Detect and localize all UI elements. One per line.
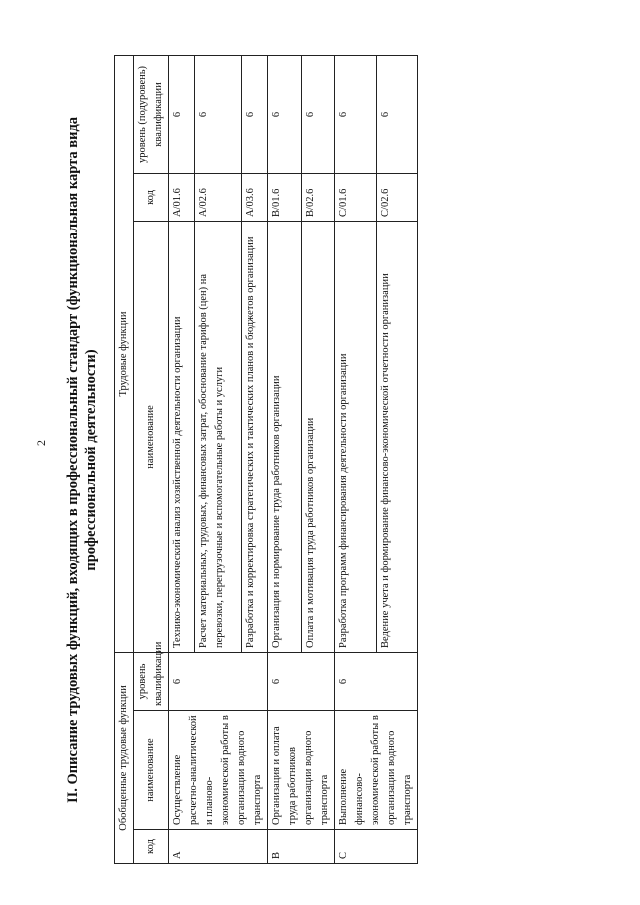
function-code: A/02.6 — [194, 173, 241, 221]
group-level: 6 — [335, 652, 418, 710]
lf-code-header: код — [134, 173, 169, 221]
function-level: 6 — [169, 55, 195, 173]
table-row — [268, 55, 302, 863]
function-code: C/02.6 — [376, 173, 418, 221]
function-code: B/02.6 — [301, 173, 335, 221]
group-name: Осуществление расчетно-аналитической и планово-экономической работы в организации водного транспорта — [169, 711, 268, 830]
function-name: Ведение учета и формирование финансово-экономической отчетности организации — [376, 221, 418, 652]
function-name: Разработка и корректировка стратегических и тактических планов и бюджетов организации — [242, 221, 268, 652]
function-code: C/01.6 — [335, 173, 377, 221]
group-name: Организация и оплата труда работников организации водного транспорта — [268, 711, 335, 830]
group-name: Выполнение финансово-экономической работы в организации водного транспорта — [335, 711, 418, 830]
function-level: 6 — [242, 55, 268, 173]
group-level: 6 — [268, 652, 335, 710]
function-code: A/03.6 — [242, 173, 268, 221]
header-row-1 — [115, 55, 134, 863]
function-name: Разработка программ финансирования деятельности организации — [335, 221, 377, 652]
function-name: Технико-экономический анализ хозяйственной деятельности организации — [169, 221, 195, 652]
function-level: 6 — [335, 55, 377, 173]
functional-map-table — [114, 55, 418, 864]
function-level: 6 — [194, 55, 241, 173]
table-row — [335, 55, 377, 863]
function-level: 6 — [301, 55, 335, 173]
function-name: Организация и нормирование труда работников организации — [268, 221, 302, 652]
function-code: A/01.6 — [169, 173, 195, 221]
function-level: 6 — [376, 55, 418, 173]
rotated-page-content — [64, 56, 580, 864]
section-heading — [64, 56, 100, 864]
group-level: 6 — [169, 652, 268, 710]
function-name: Расчет материальных, трудовых, финансовых затрат, обоснование тарифов (цен) на перевозки, перегрузочные и вспомогательные работы и услуги — [194, 221, 241, 652]
lf-name-header: наименование — [134, 221, 169, 652]
group-code: C — [335, 830, 418, 864]
function-code: B/01.6 — [268, 173, 302, 221]
name-header: наименование — [134, 711, 169, 830]
labor-functions-header: Трудовые функции — [115, 55, 134, 652]
function-name: Оплата и мотивация труда работников организации — [301, 221, 335, 652]
function-level: 6 — [268, 55, 302, 173]
page-number: 2 — [34, 440, 48, 446]
lf-level-header: уровень (подуровень) квалификации — [134, 55, 169, 173]
group-code: B — [268, 830, 335, 864]
code-header: код — [134, 830, 169, 864]
level-header: уровень квалификации — [134, 652, 169, 710]
generalized-functions-header: Обобщенные трудовые функции — [115, 652, 134, 863]
heading-line-2: профессиональной деятельности) — [83, 349, 99, 571]
group-code: A — [169, 830, 268, 864]
table-row — [169, 55, 195, 863]
header-row-2 — [134, 55, 169, 863]
heading-line-1: II. Описание трудовых функций, входящих в профессиональный стандарт (функциональная карта вида — [65, 116, 81, 804]
